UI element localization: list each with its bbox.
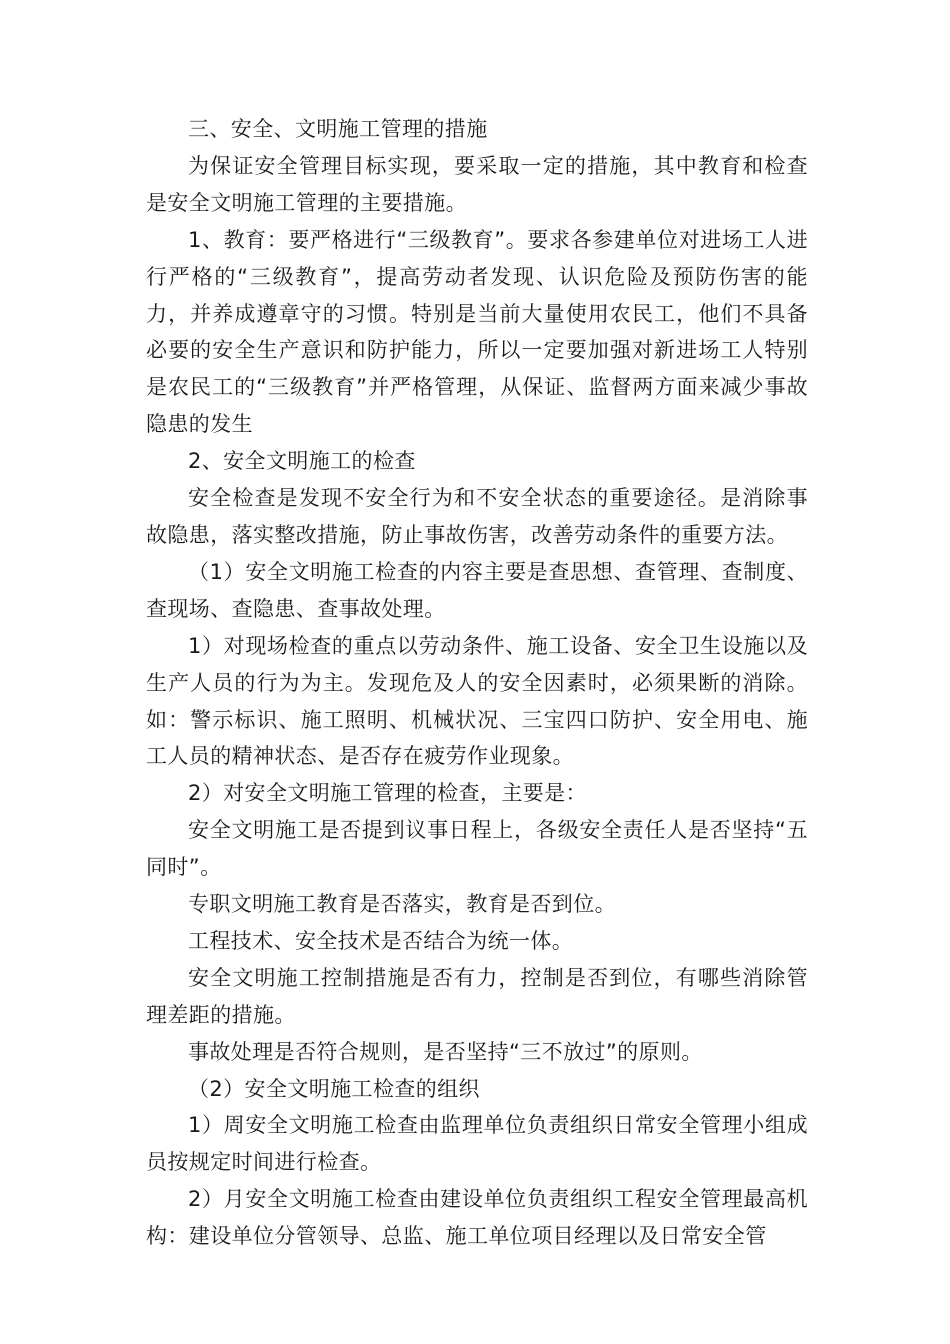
paragraph: 1）周安全文明施工检查由监理单位负责组织日常安全管理小组成员按规定时间进行检查。 bbox=[146, 1113, 808, 1175]
subheading: 2、安全文明施工的检查 bbox=[188, 449, 416, 474]
paragraph: 为保证安全管理目标实现，要采取一定的措施，其中教育和检查是安全文明施工管理的主要措施。 bbox=[146, 153, 808, 215]
paragraph: 安全检查是发现不安全行为和不安全状态的重要途径。是消除事故隐患，落实整改措施，防止事故伤害，改善劳动条件的重要方法。 bbox=[146, 486, 808, 547]
paragraph: 2）对安全文明施工管理的检查，主要是： bbox=[188, 781, 587, 806]
paragraph: 1、教育：要严格进行“三级教育”。要求各参建单位对进场工人进行严格的“三级教育”，提高劳动者发现、认识危险及预防伤害的能力，并养成遵章守的习惯。特别是当前大量使用农民工，他们不具备必要的安全生产意识和防护能力，所以一定要加强对新进场工人特别是农民工的“三级教育”并严格管理，从保证、监督两方面来减少事故隐患的发生 bbox=[146, 227, 808, 437]
paragraph: 1）对现场检查的重点以劳动条件、施工设备、安全卫生设施以及生产人员的行为为主。发现危及人的安全因素时，必须果断的消除。如：警示标识、施工照明、机械状况、三宝四口防护、安全用电、施工人员的精神状态、是否存在疲劳作业现象。 bbox=[146, 633, 808, 769]
document-body bbox=[146, 111, 808, 1255]
paragraph: 2）月安全文明施工检查由建设单位负责组织工程安全管理最高机构：建设单位分管领导、总监、施工单位项目经理以及日常安全管 bbox=[146, 1187, 808, 1249]
subheading: （2）安全文明施工检查的组织 bbox=[188, 1076, 480, 1101]
paragraph: 安全文明施工是否提到议事日程上，各级安全责任人是否坚持“五同时”。 bbox=[146, 818, 808, 880]
paragraph: （1）安全文明施工检查的内容主要是查思想、查管理、查制度、查现场、查隐患、查事故处理。 bbox=[146, 559, 808, 621]
paragraph: 专职文明施工教育是否落实，教育是否到位。 bbox=[188, 892, 616, 917]
paragraph: 事故处理是否符合规则，是否坚持“三不放过”的原则。 bbox=[188, 1039, 703, 1064]
paragraph: 安全文明施工控制措施是否有力，控制是否到位，有哪些消除管理差距的措施。 bbox=[146, 965, 808, 1027]
paragraph: 工程技术、安全技术是否结合为统一体。 bbox=[188, 928, 574, 953]
section-heading: 三、安全、文明施工管理的措施 bbox=[188, 117, 488, 141]
